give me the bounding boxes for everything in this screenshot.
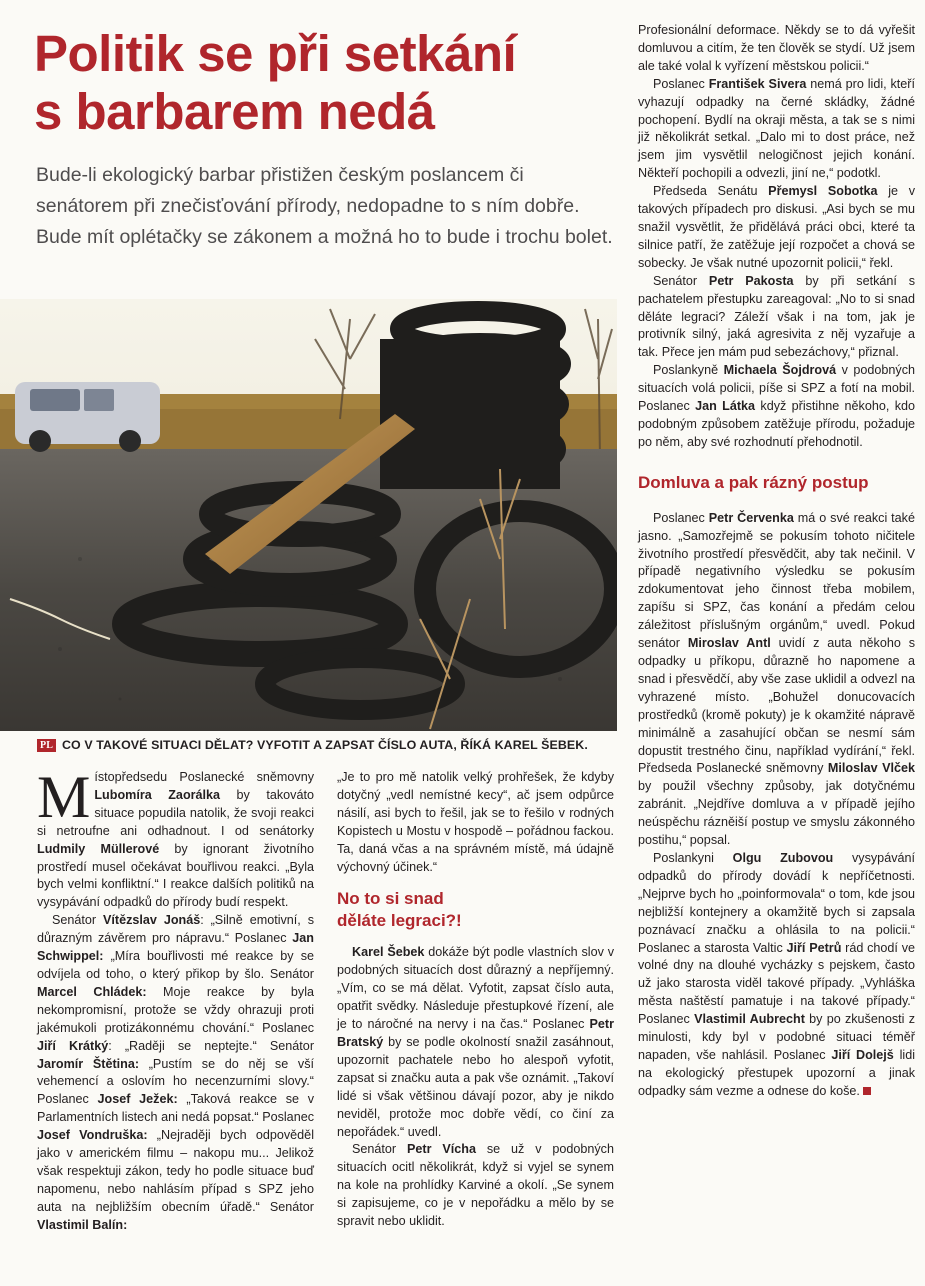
article-photo	[0, 299, 617, 731]
paragraph: Poslanec František Sivera nemá pro lidi, kteří vyhazují odpadky na černé skládky, žádné pochopení. Bydlí na okraji města, a tak se s nimi již několikrát setkal. „Dalo mi to dost práce, než jsem jim vysvětlil nelogičnost jejich konání. Někteří pochopili a odvezli, jiní ne,“ podotkl.	[638, 76, 915, 181]
article-title	[34, 25, 516, 141]
subheading-1: No to si snad děláte legraci?!	[337, 889, 462, 931]
title-line-2: s barbarem nedá	[34, 83, 435, 140]
paragraph: Senátor Petr Pakosta by při setkání s pachatelem přestupku zareagoval: „No to si snad děláte legraci? Záleží však i na tom, jak je protivník silný, jaká agresivita z něj vyzařuje a tak. Přece jen mám pud sebezáchovy,“ přiznal.	[638, 273, 915, 360]
end-of-article-mark	[863, 1087, 871, 1095]
paragraph: Předseda Senátu Přemysl Sobotka je v takových případech pro diskusi. „Asi bych se mu snažil vysvětlit, že přidělává práci obci, které ta silnice patří, že zatěžuje její rozpočet a chová se sobecky. Je však nutné upozornit policii,“ řekl.	[638, 184, 915, 270]
photo-caption	[37, 738, 617, 752]
paragraph: Karel Šebek dokáže být podle vlastních slov v podobných situacích dost důrazný a nepříjemný. „Vím, co se má dělat. Vyfotit, zapsat číslo auta, opatřit svědky. Následuje přestupkové řízení, ale je to náročné na nervy i na čas.“ Poslanec Petr Bratský by se podle okolností snažil zasáhnout, upozornit pachatele nebo ho alespoň vyfotit, zapsat si značku auta a pak vše oznámit. „Takoví lidé si však většinou dávají pozor, aby je nikdo neviděl, protože moc dobře vědí, co činí za nepořádek.“ uvedl.	[337, 945, 615, 1139]
subheading-2: Domluva a pak rázný postup	[638, 472, 869, 492]
paragraph: Profesionální deformace. Někdy se to dá vyřešit domluvou a citím, že ten člověk se stydí. Už jsem ale také volal k vyřízení městskou policii.“	[638, 23, 915, 73]
paragraph: Poslanec Petr Červenka má o své reakci také jasno. „Samozřejmě se pokusím tohoto ničitele životního prostředí přesvědčit, aby tak nečinil. V případě negativního výsledku se pokusím zdokumentovat jeho činnost třeba mobilem, zapíšu si SPZ, čas konání a předám celou záležitost příslušným orgánům,“ uvedl. Pokud senátor Miroslav Antl uvidí z auta někoho s odpadky u příkopu, důrazně ho napomene a snad i přesvědčí, aby vše zase uklidil a odvezl na vyhrazené místo. „Bohužel donucovacích prostředků (kromě pokuty) je k okamžité nápravě minimálně a zasahující občan se nesmí sám dopustit trestného činu, například vydírání,“ řekl. Předseda Poslanecké sněmovny Miloslav Vlček by použil všechny způsoby, jak dotyčnému zabránit. „Nejdříve domluva a v případě jejího neúspěchu rázněiší postup ve smyslu zákonného postihu,“ popsal.	[638, 510, 915, 848]
article-column-3	[638, 22, 915, 1101]
paragraph: Senátor Petr Vícha se už v podobných situacích ocitl několikrát, když si vyjel se synem na kole na prohlídky Karviné a okolí. „Se synem si zapisujeme, co je v nepořádku a mělo by se spravit nebo uklidit.	[337, 1142, 614, 1229]
article-column-2	[337, 769, 614, 1231]
paragraph: Poslankyně Michaela Šojdrová v podobných situacích volá policii, píše si SPZ a fotí na mobil. Poslanec Jan Látka když přistihne někoho, kdo podobným způsobem zatěžuje přírodu, požaduje po něm, aby své rozhodnutí přehodnotil.	[638, 363, 915, 449]
paragraph: Senátor Vítězslav Jonáš: „Silně emotivní, s důrazným závěrem pro nápravu.“ Poslanec Jan Schwippel: „Míra bouřlivosti mé reakce by se odvíjela od toho, o který přikop by šlo. Senátor Marcel Chládek: Moje reakce by byla nekompromisní, protože se vždy ohrazuji proti jakémukoli protizákonnému chování.“ Poslanec Jiří Krátký: „Raději se neptejte.“ Senátor Jaromír Štětina: „Pustím se do něj se vší vehemencí a oslovím ho necenzurními slovy.“ Poslanec Josef Ježek: „Taková reakce se v Parlamentních listech ani nedá popsat.“ Poslanec Josef Vondruška: „Nejraději bych odpověděl jako v americkém filmu – nakopu mu... Jelikož však respektuji zákon, tedy ho podle situace buď napomenu, nebo nahlásím případ s SPZ jeho auta na nejbližším obecním úřadě.“ Senátor Vlastimil Balín:	[37, 913, 315, 1232]
article-column-1	[37, 764, 315, 1235]
article-lead: Bude-li ekologický barbar přistižen českým poslancem či senátorem při znečisťování přírody, nedopadne to s ním dobře. Bude mít oplétačky se zákonem a možná ho to bude i trochu bolet.	[36, 164, 613, 248]
title-line-1: Politik se při setkání	[34, 25, 517, 82]
drop-cap: M	[37, 764, 91, 830]
caption-tag: PL	[37, 739, 56, 752]
paragraph: Místopředsedu Poslanecké sněmovny Lubomíra Zaorálka by takováto situace popudila natolik, že svoji reakci si netroufne ani odhadnout. I od senátorky Ludmily Müllerové by ignorant životního prostředí musel očekávat bouřlivou reakci. „Byla bych velmi konfliktní.“ I reakce dalších politiků na vysypávání odpadků do přírody budí respekt.	[37, 764, 314, 910]
tire-dump-photo-icon	[0, 299, 617, 731]
paragraph: Poslankyni Olgu Zubovou vysypávání odpadků do přírody dovádí k nepříčetnosti. „Nejprve bych ho „poinformovala“ o tom, kde jsou nejbližší kontejnery a okamžitě bych si zapsala poznávací značku a ohlásila to na policii.“ Poslanec a starosta Valtic Jiří Petrů rád chodí ve volné dny na dlouhé vycházky s pejskem, často už jako starosta viděl takové případy. „Vyhláška města naštěstí pamatuje i na takové případy.“ Poslanec Vlastimil Aubrecht by po zkušenosti z minulosti, kdy byl v podobné situaci téměř napaden, vše nahlásil. Poslanec Jiří Dolejš lidi na ekologický přestupek upozorní a jinak odpadky sám vezme a odnese do koše.	[638, 850, 916, 1098]
paragraph: „Je to pro mě natolik velký prohřešek, že kdyby dotyčný „vedl nemístné kecy“, ač jsem odpůrce násilí, asi bych to řešil, jak se to řešilo v rodných Kopistech u Mostu v hospodě – pořádnou fackou. Ta, daná včas a na správném místě, má údajně výchovný účinek.“	[337, 770, 614, 874]
caption-text: CO V TAKOVÉ SITUACI DĚLAT? VYFOTIT A ZAPSAT ČÍSLO AUTA, ŘÍKÁ KAREL ŠEBEK.	[61, 738, 588, 752]
